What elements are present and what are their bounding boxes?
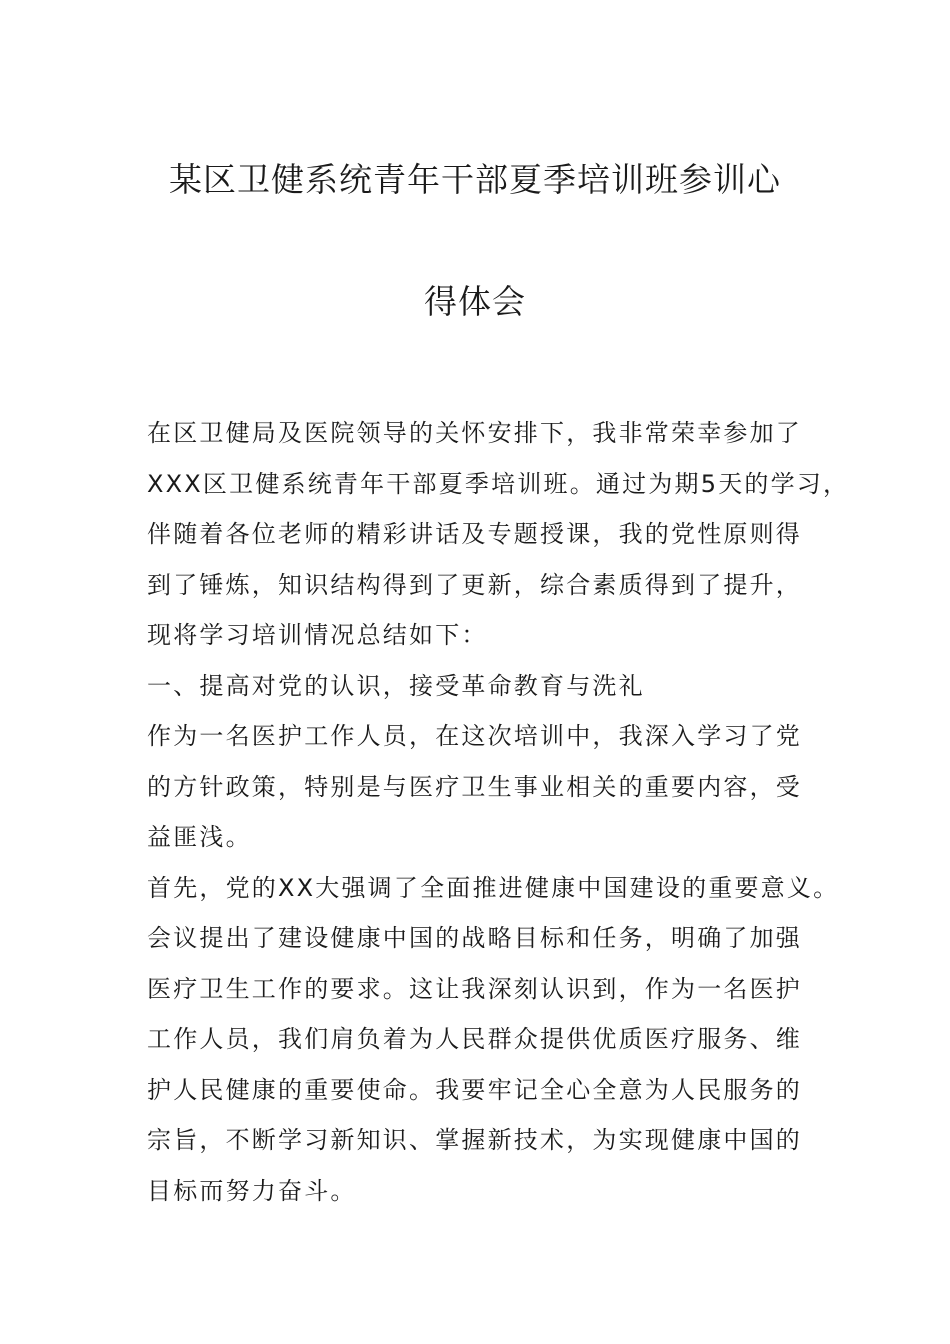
paragraph-line: 护人民健康的重要使命。我要牢记全心全意为人民服务的 <box>147 1075 802 1104</box>
paragraph-line: 工作人员，我们肩负着为人民群众提供优质医疗服务、维 <box>147 1025 802 1053</box>
paragraph-line: 到了锤炼，知识结构得到了更新，综合素质得到了提升， <box>147 570 802 599</box>
paragraph-line: 目标而努力奋斗。 <box>147 1176 357 1205</box>
paragraph-line: 益匪浅。 <box>147 823 252 851</box>
paragraph-line: XXX区卫健系统青年干部夏季培训班。通过为期5天的学习， <box>147 469 850 498</box>
paragraph-line: 宗旨，不断学习新知识、掌握新技术，为实现健康中国的 <box>147 1126 802 1154</box>
paragraph-line: 作为一名医护工作人员，在这次培训中，我深入学习了党 <box>147 722 802 750</box>
paragraph-line: 的方针政策，特别是与医疗卫生事业相关的重要内容，受 <box>147 772 802 801</box>
section-heading: 一、提高对党的认识，接受革命教育与洗礼 <box>147 671 645 700</box>
paragraph-line: 会议提出了建设健康中国的战略目标和任务，明确了加强 <box>147 924 802 952</box>
paragraph-line: 伴随着各位老师的精彩讲话及专题授课，我的党性原则得 <box>147 520 802 548</box>
document-title-line-1: 某区卫健系统青年干部夏季培训班参训心 <box>169 160 781 199</box>
document-title-line-2: 得体会 <box>424 282 526 321</box>
document-body <box>147 408 850 1216</box>
paragraph-line: 医疗卫生工作的要求。这让我深刻认识到，作为一名医护 <box>147 974 802 1003</box>
paragraph-line: 在区卫健局及医院领导的关怀安排下，我非常荣幸参加了 <box>147 419 802 447</box>
paragraph-line: 现将学习培训情况总结如下： <box>147 621 488 649</box>
paragraph-line: 首先，党的XX大强调了全面推进健康中国建设的重要意义。 <box>147 873 840 902</box>
